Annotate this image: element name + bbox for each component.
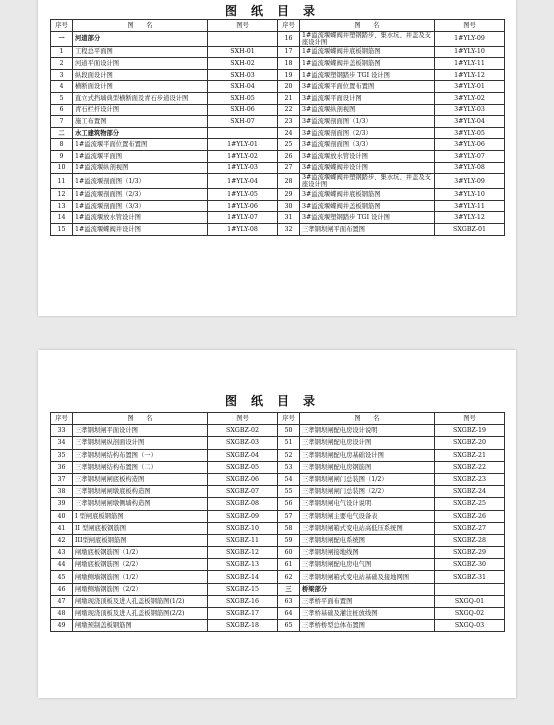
drawing-index-table <box>50 412 505 632</box>
drawing-name: 闸墩预制盖板钢筋图 <box>73 620 208 632</box>
drawing-code <box>435 583 505 595</box>
drawing-name: 1#溢流堰平面图 <box>73 150 208 162</box>
item-number: 11 <box>51 174 73 189</box>
item-number: 63 <box>278 595 300 607</box>
table-row <box>51 31 505 46</box>
item-number: 29 <box>278 189 300 201</box>
table-row <box>51 461 505 473</box>
drawing-name: 1#溢流堰塑钢踏步 TGI 设计图 <box>300 69 435 81</box>
drawing-code: SXGBZ-17 <box>208 608 278 620</box>
table-row <box>51 127 505 139</box>
drawing-name: 三孝钢坝闸平面布置图 <box>300 223 435 235</box>
drawing-name: 三孝钢坝闸配电房钢筋图 <box>300 461 435 473</box>
drawing-code: 3#YLY-12 <box>435 212 505 224</box>
drawing-name: 闸墩侧墙钢筋图（2/2） <box>73 583 208 595</box>
column-header: 序号 <box>278 20 300 32</box>
table-row <box>51 620 505 632</box>
item-number: 33 <box>51 425 73 437</box>
drawing-name: 3#溢流堰塑钢踏步 TGI 设计图 <box>300 212 435 224</box>
item-number: 22 <box>278 104 300 116</box>
drawing-name: 三孝钢坝闸配电系统图 <box>300 534 435 546</box>
drawing-name: 1#溢流堰剖面图（2/3） <box>73 189 208 201</box>
drawing-code: SXGBZ-03 <box>208 437 278 449</box>
item-number: 45 <box>51 571 73 583</box>
item-number: 44 <box>51 559 73 571</box>
item-number: 36 <box>51 461 73 473</box>
drawing-code: 1#YLY-05 <box>208 189 278 201</box>
item-number: 40 <box>51 510 73 522</box>
drawing-name: 1#溢流堰蝶阀井塑钢踏步、集水坑、井盖及支座设计图 <box>300 31 435 46</box>
drawing-name: 闸墩侧墙钢筋图（1/2） <box>73 571 208 583</box>
item-number: 5 <box>51 92 73 104</box>
drawing-index-sheet-1 <box>38 0 516 316</box>
item-number: 7 <box>51 116 73 128</box>
drawing-index-table <box>50 19 505 236</box>
drawing-code: 1#YLY-09 <box>435 31 505 46</box>
drawing-code: SXGBZ-20 <box>435 437 505 449</box>
drawing-name: 3#溢流堰平面位置布置图 <box>300 81 435 93</box>
table-row <box>51 174 505 189</box>
drawing-code: 1#YLY-03 <box>208 162 278 174</box>
drawing-name: 施工布置图 <box>73 116 208 128</box>
drawing-code: SXGBZ-26 <box>435 510 505 522</box>
item-number: 9 <box>51 150 73 162</box>
item-number: 39 <box>51 498 73 510</box>
item-number: 8 <box>51 139 73 151</box>
item-number: 65 <box>278 620 300 632</box>
drawing-name: 三孝钢坝闸箱式变电站高低压系统图 <box>300 522 435 534</box>
item-number: 3 <box>51 69 73 81</box>
table-row <box>51 486 505 498</box>
drawing-code: SXGBZ-27 <box>435 522 505 534</box>
drawing-name: 三孝钢坝闸纵剖面设计图 <box>73 437 208 449</box>
drawing-index-sheet-2 <box>38 350 516 698</box>
drawing-name: 3#溢流堰剖面图（3/3） <box>300 139 435 151</box>
table-row <box>51 571 505 583</box>
drawing-code: SXGQ-03 <box>435 620 505 632</box>
drawing-name: 三孝钢坝闸闸墩侧墙构造图 <box>73 498 208 510</box>
item-number: 50 <box>278 425 300 437</box>
item-number: 60 <box>278 547 300 559</box>
table-row <box>51 189 505 201</box>
item-number: 53 <box>278 461 300 473</box>
drawing-name: 三孝桥基础及灌注桩放线图 <box>300 608 435 620</box>
table-row <box>51 116 505 128</box>
drawing-code: SXGBZ-07 <box>208 486 278 498</box>
drawing-name: 青石栏杆设计图 <box>73 104 208 116</box>
drawing-name: 3#溢流堰放水管设计图 <box>300 150 435 162</box>
item-number: 2 <box>51 58 73 70</box>
table-row <box>51 425 505 437</box>
drawing-code: SXGBZ-14 <box>208 571 278 583</box>
table-row <box>51 104 505 116</box>
drawing-name: 三孝钢坝闸结构布置图（二） <box>73 461 208 473</box>
drawing-code: 1#YLY-04 <box>208 174 278 189</box>
drawing-name: 三孝钢坝闸主要电气设备表 <box>300 510 435 522</box>
item-number: 47 <box>51 595 73 607</box>
column-header: 序号 <box>51 413 73 425</box>
drawing-name: 1#溢流堰蝶阀井设计图 <box>73 223 208 235</box>
drawing-name: 横断面设计图 <box>73 81 208 93</box>
table-row <box>51 46 505 58</box>
drawing-name: 三孝桥平面布置图 <box>300 595 435 607</box>
item-number: 54 <box>278 473 300 485</box>
table-row <box>51 81 505 93</box>
drawing-name: 桥梁部分 <box>300 583 435 595</box>
item-number: 12 <box>51 189 73 201</box>
item-number: 4 <box>51 81 73 93</box>
drawing-code: SXGBZ-22 <box>435 461 505 473</box>
drawing-name: 三孝钢坝闸配电房电气图 <box>300 559 435 571</box>
drawing-code: 1#YLY-11 <box>435 58 505 70</box>
table-row <box>51 200 505 212</box>
item-number: 21 <box>278 92 300 104</box>
drawing-code: SXGBZ-21 <box>435 449 505 461</box>
drawing-name: 三孝钢坝闸配电房设计图 <box>300 437 435 449</box>
item-number: 25 <box>278 139 300 151</box>
drawing-code: SXGBZ-08 <box>208 498 278 510</box>
drawing-name: 1#溢流堰剖面图（3/3） <box>73 200 208 212</box>
drawing-name: 1#溢流堰平面位置布置图 <box>73 139 208 151</box>
item-number: 28 <box>278 174 300 189</box>
item-number: 56 <box>278 498 300 510</box>
drawing-code: SXGBZ-25 <box>435 498 505 510</box>
item-number: 16 <box>278 31 300 46</box>
item-number: 34 <box>51 437 73 449</box>
item-number: 61 <box>278 559 300 571</box>
drawing-code: SXGQ-02 <box>435 608 505 620</box>
column-header: 图号 <box>208 413 278 425</box>
drawing-name: 3#溢流堰蝶阀井盖板钢筋图 <box>300 200 435 212</box>
drawing-code: 1#YLY-12 <box>435 69 505 81</box>
item-number: 46 <box>51 583 73 595</box>
drawing-code: SXH-02 <box>208 58 278 70</box>
drawing-name: III型闸底板钢筋图 <box>73 534 208 546</box>
drawing-name: 三孝钢坝闸闸底板构造图 <box>73 473 208 485</box>
drawing-name: 3#溢流堰剖面图（1/3） <box>300 116 435 128</box>
sheet-title: 图纸目录 <box>224 4 329 18</box>
drawing-code: SXGBZ-04 <box>208 449 278 461</box>
table-row <box>51 547 505 559</box>
drawing-code: 3#YLY-01 <box>435 81 505 93</box>
column-header: 图号 <box>435 413 505 425</box>
drawing-name: 三孝钢坝闸配电房基础设计图 <box>300 449 435 461</box>
drawing-name: 工程总平面图 <box>73 46 208 58</box>
item-number: 57 <box>278 510 300 522</box>
table-row <box>51 608 505 620</box>
item-number: 51 <box>278 437 300 449</box>
table-row <box>51 534 505 546</box>
item-number: 19 <box>278 69 300 81</box>
drawing-name: 闸墩现浇顶板及进人孔盖板钢筋图(1/2) <box>73 595 208 607</box>
drawing-code: 3#YLY-02 <box>435 92 505 104</box>
drawing-name: 3#溢流堰纵剖视图 <box>300 104 435 116</box>
drawing-code <box>208 127 278 139</box>
drawing-name: 三孝钢坝闸闸墩底板构造图 <box>73 486 208 498</box>
drawing-code: SXGBZ-02 <box>208 425 278 437</box>
drawing-name: 三孝钢坝闸配电房设计说明 <box>300 425 435 437</box>
drawing-code: SXGBZ-06 <box>208 473 278 485</box>
table-row <box>51 162 505 174</box>
drawing-name: 三孝钢坝闸闸门总装图（2/2） <box>300 486 435 498</box>
item-number: 43 <box>51 547 73 559</box>
drawing-code: SXGBZ-10 <box>208 522 278 534</box>
column-header: 图 名 <box>300 413 435 425</box>
drawing-code: SXGBZ-19 <box>435 425 505 437</box>
drawing-name: 3#溢流堰剖面图（2/3） <box>300 127 435 139</box>
table-row <box>51 69 505 81</box>
drawing-name: 1#溢流堰纵剖视图 <box>73 162 208 174</box>
table-row <box>51 510 505 522</box>
item-number: 14 <box>51 212 73 224</box>
drawing-code: SXGBZ-31 <box>435 571 505 583</box>
drawing-name: 3#溢流堰蝶阀井底板钢筋图 <box>300 189 435 201</box>
table-row <box>51 437 505 449</box>
drawing-code: SXGBZ-18 <box>208 620 278 632</box>
drawing-name: 直立式挡墙典型横断面及青石步道设计图 <box>73 92 208 104</box>
drawing-name: 1#溢流堰放水管设计图 <box>73 212 208 224</box>
drawing-name: 三孝钢坝闸箱式变电站基础及接地网图 <box>300 571 435 583</box>
table-row <box>51 559 505 571</box>
column-header: 图 名 <box>73 20 208 32</box>
table-row <box>51 473 505 485</box>
item-number: 三 <box>278 583 300 595</box>
table-row <box>51 223 505 235</box>
drawing-code <box>208 31 278 46</box>
drawing-name: 闸墩底板钢筋图（1/2） <box>73 547 208 559</box>
item-number: 64 <box>278 608 300 620</box>
drawing-code: 1#YLY-07 <box>208 212 278 224</box>
drawing-code: SXGBZ-01 <box>435 223 505 235</box>
drawing-code: SXGBZ-24 <box>435 486 505 498</box>
drawing-code: SXGBZ-13 <box>208 559 278 571</box>
drawing-name: 三孝钢坝闸电气设计说明 <box>300 498 435 510</box>
item-number: 32 <box>278 223 300 235</box>
drawing-name: 3#溢流堰蝶阀井塑钢踏步、集水坑、井盖及支座设计图 <box>300 174 435 189</box>
item-number: 20 <box>278 81 300 93</box>
item-number: 10 <box>51 162 73 174</box>
drawing-name: 3#溢流堰蝶阀井设计图 <box>300 162 435 174</box>
item-number: 24 <box>278 127 300 139</box>
item-number: 1 <box>51 46 73 58</box>
item-number: 62 <box>278 571 300 583</box>
table-header-row <box>51 20 505 32</box>
drawing-code: 1#YLY-01 <box>208 139 278 151</box>
drawing-code: SXGBZ-30 <box>435 559 505 571</box>
item-number: 41 <box>51 522 73 534</box>
column-header: 序号 <box>278 413 300 425</box>
item-number: 58 <box>278 522 300 534</box>
table-row <box>51 522 505 534</box>
item-number: 30 <box>278 200 300 212</box>
drawing-code: SXH-03 <box>208 69 278 81</box>
column-header: 图 名 <box>300 20 435 32</box>
drawing-name: 1#溢流堰蝶阀井底板钢筋图 <box>300 46 435 58</box>
drawing-name: 闸墩现浇顶板及进人孔盖板钢筋图(2/2) <box>73 608 208 620</box>
drawing-code: 3#YLY-08 <box>435 162 505 174</box>
drawing-code: 3#YLY-09 <box>435 174 505 189</box>
drawing-code: 3#YLY-05 <box>435 127 505 139</box>
drawing-name: 纵段面设计图 <box>73 69 208 81</box>
item-number: 18 <box>278 58 300 70</box>
item-number: 52 <box>278 449 300 461</box>
column-header: 图号 <box>208 20 278 32</box>
drawing-code: 1#YLY-08 <box>208 223 278 235</box>
drawing-code: SXGBZ-09 <box>208 510 278 522</box>
drawing-code: SXGBZ-11 <box>208 534 278 546</box>
drawing-name: 三孝桥桥型总体布置图 <box>300 620 435 632</box>
item-number: 一 <box>51 31 73 46</box>
drawing-code: SXGBZ-29 <box>435 547 505 559</box>
drawing-code: 3#YLY-07 <box>435 150 505 162</box>
drawing-name: 闸墩底板钢筋图（2/2） <box>73 559 208 571</box>
item-number: 6 <box>51 104 73 116</box>
item-number: 31 <box>278 212 300 224</box>
drawing-code: SXGBZ-15 <box>208 583 278 595</box>
drawing-code: SXGBZ-05 <box>208 461 278 473</box>
table-row <box>51 583 505 595</box>
drawing-code: SXGBZ-23 <box>435 473 505 485</box>
drawing-name: 三孝钢坝闸接地线图 <box>300 547 435 559</box>
drawing-code: SXH-04 <box>208 81 278 93</box>
item-number: 59 <box>278 534 300 546</box>
drawing-name: 三孝钢坝闸闸门总装图（1/2） <box>300 473 435 485</box>
table-row <box>51 212 505 224</box>
drawing-code: 3#YLY-06 <box>435 139 505 151</box>
column-header: 图 名 <box>73 413 208 425</box>
drawing-code: 3#YLY-11 <box>435 200 505 212</box>
item-number: 13 <box>51 200 73 212</box>
drawing-code: 3#YLY-10 <box>435 189 505 201</box>
drawing-code: SXH-05 <box>208 92 278 104</box>
item-number: 35 <box>51 449 73 461</box>
drawing-name: II 型闸底板钢筋图 <box>73 522 208 534</box>
sheet-title: 图纸目录 <box>224 394 329 408</box>
drawing-code: SXH-06 <box>208 104 278 116</box>
item-number: 27 <box>278 162 300 174</box>
drawing-name: 河道部分 <box>73 31 208 46</box>
drawing-name: I 型闸底板钢筋图 <box>73 510 208 522</box>
drawing-name: 1#溢流堰剖面图（1/3） <box>73 174 208 189</box>
drawing-code: SXH-07 <box>208 116 278 128</box>
table-header-row <box>51 413 505 425</box>
drawing-name: 三孝钢坝闸结构布置图（一） <box>73 449 208 461</box>
item-number: 26 <box>278 150 300 162</box>
table-row <box>51 139 505 151</box>
item-number: 15 <box>51 223 73 235</box>
item-number: 49 <box>51 620 73 632</box>
item-number: 42 <box>51 534 73 546</box>
table-row <box>51 595 505 607</box>
item-number: 55 <box>278 486 300 498</box>
drawing-name: 3#溢流堰平面设计图 <box>300 92 435 104</box>
table-row <box>51 449 505 461</box>
drawing-name: 三孝钢坝闸平面设计图 <box>73 425 208 437</box>
column-header: 图号 <box>435 20 505 32</box>
drawing-name: 水工建筑物部分 <box>73 127 208 139</box>
drawing-code: SXGBZ-28 <box>435 534 505 546</box>
table-row <box>51 92 505 104</box>
column-header: 序号 <box>51 20 73 32</box>
item-number: 38 <box>51 486 73 498</box>
item-number: 23 <box>278 116 300 128</box>
drawing-code: SXGQ-01 <box>435 595 505 607</box>
drawing-name: 河道平面设计图 <box>73 58 208 70</box>
item-number: 17 <box>278 46 300 58</box>
drawing-code: 1#YLY-02 <box>208 150 278 162</box>
table-row <box>51 498 505 510</box>
drawing-code: SXGBZ-12 <box>208 547 278 559</box>
item-number: 二 <box>51 127 73 139</box>
item-number: 37 <box>51 473 73 485</box>
drawing-code: SXGBZ-16 <box>208 595 278 607</box>
table-row <box>51 58 505 70</box>
drawing-code: 1#YLY-06 <box>208 200 278 212</box>
drawing-code: SXH-01 <box>208 46 278 58</box>
drawing-code: 3#YLY-03 <box>435 104 505 116</box>
item-number: 48 <box>51 608 73 620</box>
table-row <box>51 150 505 162</box>
drawing-code: 3#YLY-04 <box>435 116 505 128</box>
drawing-code: 1#YLY-10 <box>435 46 505 58</box>
drawing-name: 1#溢流堰蝶阀井盖板钢筋图 <box>300 58 435 70</box>
